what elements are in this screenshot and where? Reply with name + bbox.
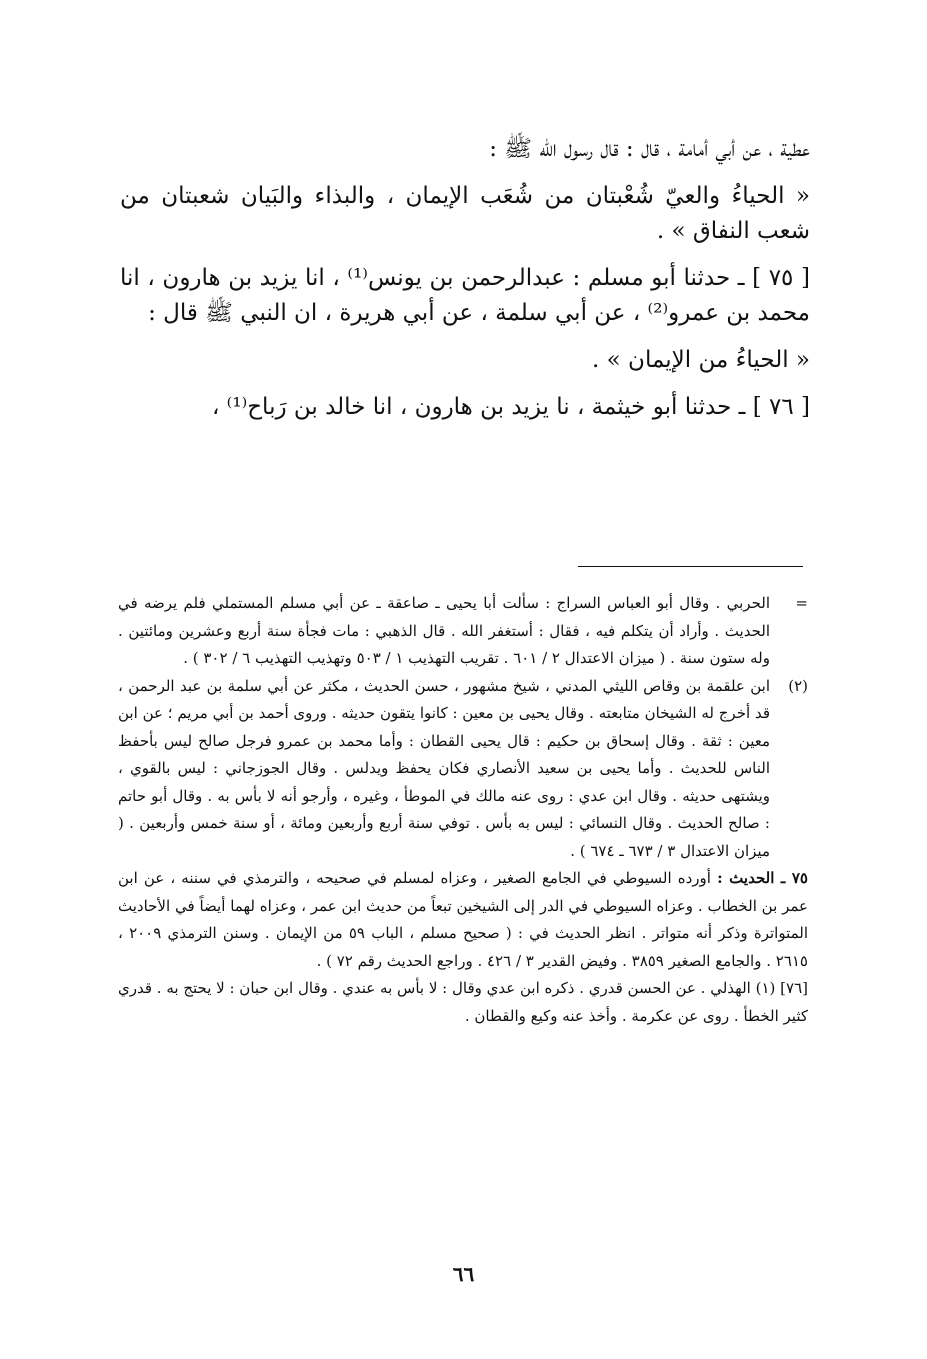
footnotes xyxy=(118,590,808,1030)
footnote-label: ٧٥ ـ الحديث : xyxy=(717,869,808,887)
footnote-text: الهذلي . عن الحسن قدري . ذكره ابن عدي وقال : لا بأس به عندي . وقال ابن حبان : لا يحتج به . قدري كثير الخطأ . روى عن عكرمة . وأخذ عنه وكيع والقطان . xyxy=(118,979,808,1025)
paragraph-1: عطية ، عن أبي أمامة ، قال : قال رسول الله ﷺ : xyxy=(489,136,810,162)
footnote-marker: = xyxy=(795,594,808,612)
footnote-text: ابن علقمة بن وقاص الليثي المدني ، شيخ مشهور ، حسن الحديث ، مكثر عن أبي سلمة بن عبد الرحمن ، قد أخرج له الشيخان متابعته . وقال يحيى بن معين : كانوا يتقون حديثه . وروى أحمد بن أبي مريم ؛ عن ابن معين : ثقة . وقال إسحاق بن حكيم : قال يحيى القطان : وأما محمد بن عمرو فرجل صالح ليس بأحفظ الناس للحديث . وأما يحيى بن سعيد الأنصاري فكان يحفظ ويدلس . وقال الجوزجاني : ليس بالقوي ، ويشتهى حديثه . وقال ابن عدي : روى عنه مالك في الموطأ ، وغيره ، وأرجو أنه لا بأس به . وقال أبو حاتم : صالح الحديث . وقال النسائي : ليس به بأس . توفي سنة أربع وأربعين ومائة ، أو سنة خمس وأربعين . ( ميزان الاعتدال ٣ / ٦٧٣ ـ ٦٧٤ ) . xyxy=(118,676,770,860)
footnote-hadith-75 xyxy=(118,865,808,975)
footnote-marker: (٢) xyxy=(788,676,808,695)
main-text xyxy=(120,132,810,437)
page-number: ٦٦ xyxy=(452,1262,475,1286)
footnote-text: أورده السيوطي في الجامع الصغير ، وعزاه لمسلم في صحيحه ، والترمذي في سننه ، عن ابن عمر بن الخطاب . وعزاه السيوطي في الدر إلى الشيخين تبعاً من حديث ابن عمر ، وعزاه لهما أيضاً في الأحاديث المتواترة وذكر أنه متواتر . انظر الحديث في : ( صحيح مسلم ، الباب ٥٩ من الإيمان . وسنن الترمذي ٢٠٠٩ ، ٢٦١٥ . والجامع الصغير ٣٨٥٩ . وفيض القدير ٣ / ٤٢٦ . وراجع الحديث رقم ٧٢ ) . xyxy=(118,869,809,970)
footnote-2 xyxy=(118,673,808,866)
hadith-text-75: « الحياءُ من الإيمان » . xyxy=(592,347,810,373)
paragraph-75: [ ٧٥ ] ـ حدثنا أبو مسلم : عبدالرحمن بن يونس⁽¹⁾ ، انا يزيد بن هارون ، انا محمد بن عمرو⁽²⁾ ، عن أبي سلمة ، عن أبي هريرة ، ان النبي ﷺ قال : xyxy=(120,265,811,326)
footnote-marker: [٧٦] (١) xyxy=(755,979,808,997)
footnote-separator xyxy=(578,566,803,567)
footnote-text: الحربي . وقال أبو العباس السراج : سألت أبا يحيى ـ صاعقة ـ عن أبي مسلم المستملي فلم يرضه في الحديث . وأراد أن يتكلم فيه ، فقال : أستغفر الله . قال الذهبي : مات فجأة سنة أربع وعشرين ومائتين . وله ستون سنة . ( ميزان الاعتدال ٢ / ٦٠١ . تقريب التهذيب ١ / ٥٠٣ وتهذيب التهذيب ٦ / ٣٠٢ ) . xyxy=(118,594,770,667)
paragraph-76: [ ٧٦ ] ـ حدثنا أبو خيثمة ، نا يزيد بن هارون ، انا خالد بن رَباح⁽¹⁾ ، xyxy=(211,394,810,420)
hadith-text-1: « الحياءُ والعيّ شُعْبتان من شُعَب الإيمان ، والبذاء والبَيان شعبتان من شعب النفاق » . xyxy=(120,183,810,244)
footnote-continued xyxy=(118,590,808,673)
footnote-76-1 xyxy=(118,975,808,1030)
